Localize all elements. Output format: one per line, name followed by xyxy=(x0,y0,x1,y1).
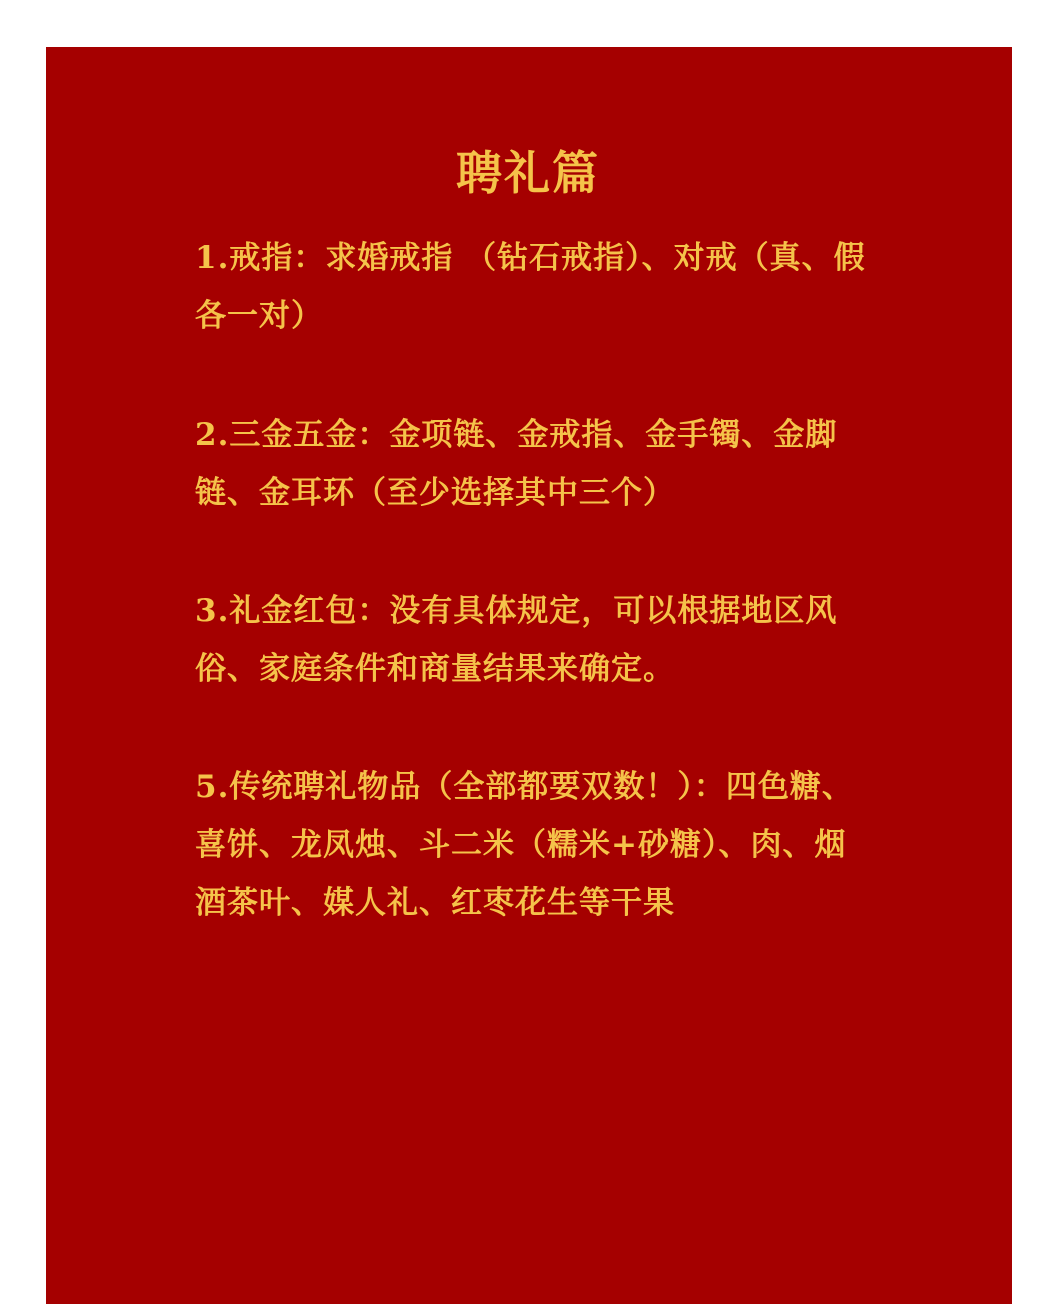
page-title: 聘礼篇 xyxy=(456,146,600,200)
item-traditional-gifts: 5.传统聘礼物品（全部都要双数！）：四色糖、喜饼、龙凤烛、斗二米（糯米+砂糖）、肉、烟酒茶叶、媒人礼、红枣花生等干果 xyxy=(195,769,854,921)
item-gold-jewelry: 2.三金五金：金项链、金戒指、金手镯、金脚链、金耳环（至少选择其中三个） xyxy=(195,417,838,511)
item-rings: 1.戒指：求婚戒指 （钻石戒指）、对戒（真、假各一对） xyxy=(195,240,866,334)
item-cash-gift: 3.礼金红包：没有具体规定，可以根据地区风俗、家庭条件和商量结果来确定。 xyxy=(195,593,838,687)
